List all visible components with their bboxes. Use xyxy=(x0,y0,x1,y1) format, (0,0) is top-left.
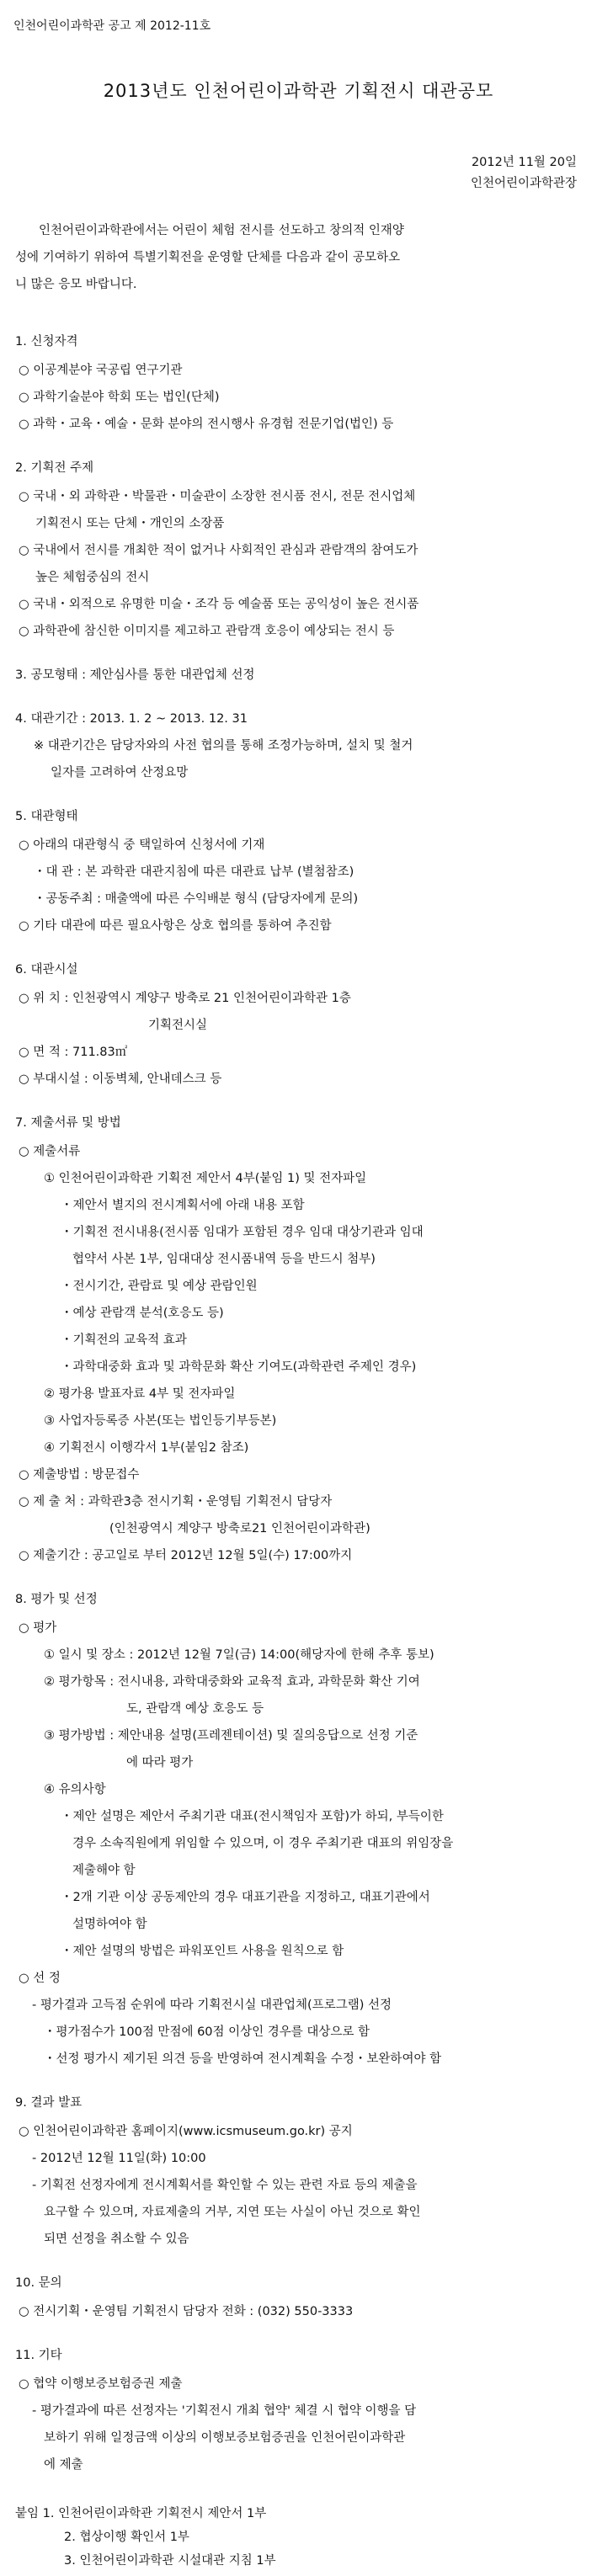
list-item: ○ 국내・외 과학관・박물관・미술관이 소장한 전시품 전시, 전문 전시업체 xyxy=(19,490,416,503)
list-item: 설명하여야 함 xyxy=(72,1918,147,1931)
list-item: ・평가점수가 100점 만점에 60점 이상인 경우를 대상으로 함 xyxy=(44,2025,370,2039)
section-heading: 11. 기타 xyxy=(15,2349,62,2362)
list-item: 일자를 고려하여 산정요망 xyxy=(51,766,189,780)
section-heading: 3. 공모형태 : 제안심사를 통한 대관업체 선정 xyxy=(15,668,255,682)
intro-line: 니 많은 응모 바랍니다. xyxy=(15,278,137,291)
list-item: ・기획전의 교육적 효과 xyxy=(61,1333,187,1347)
list-item: 기획전시실 xyxy=(148,1019,208,1032)
issuer: 인천어린이과학관장 xyxy=(470,177,577,190)
list-item: 높은 체험중심의 전시 xyxy=(35,571,150,584)
list-item: ○ 전시기획・운영팀 기획전시 담당자 전화 : (032) 550-3333 xyxy=(19,2305,354,2318)
section-heading: 4. 대관기간 : 2013. 1. 2 ~ 2013. 12. 31 xyxy=(15,712,248,726)
list-item: ④ 유의사항 xyxy=(44,1783,106,1796)
section-heading: 10. 문의 xyxy=(15,2276,62,2290)
list-item: ③ 사업자등록증 사본(또는 법인등기부등본) xyxy=(44,1414,277,1428)
list-item: (인천광역시 계양구 방축로21 인천어린이과학관) xyxy=(109,1522,370,1535)
list-item: ・2개 기관 이상 공동제안의 경우 대표기관을 지정하고, 대표기관에서 xyxy=(61,1891,430,1904)
section-heading: 9. 결과 발표 xyxy=(15,2096,83,2110)
list-item: 에 따라 평가 xyxy=(126,1756,194,1770)
list-item: ・제안서 별지의 전시계획서에 아래 내용 포함 xyxy=(61,1199,305,1212)
list-item: ※ 대관기간은 담당자와의 사전 협의를 통해 조정가능하며, 설치 및 철거 xyxy=(34,739,413,753)
list-item: - 2012년 12월 11일(화) 10:00 xyxy=(32,2152,206,2165)
list-item: ○ 아래의 대관형식 중 택일하여 신청서에 기재 xyxy=(19,838,265,852)
list-item: ③ 평가방법 : 제안내용 설명(프레젠테이션) 및 질의응답으로 선정 기준 xyxy=(44,1729,418,1743)
attachment-item: 3. 인천어린이과학관 시설대관 지침 1부 xyxy=(64,2554,276,2568)
list-item: ○ 이공계분야 국공립 연구기관 xyxy=(19,364,183,377)
list-item: ④ 기획전시 이행각서 1부(붙임2 참조) xyxy=(44,1441,249,1455)
list-item: ・예상 관람객 분석(호응도 등) xyxy=(61,1307,224,1320)
list-item: 에 제출 xyxy=(44,2458,83,2472)
intro-line: 성에 기여하기 위하여 특별기획전을 운영할 단체를 다음과 같이 공모하오 xyxy=(15,251,401,264)
list-item: ○ 선 정 xyxy=(19,1972,61,1985)
list-item: 보하기 위해 일정금액 이상의 이행보증보험증권을 인천어린이과학관 xyxy=(44,2431,406,2445)
list-item: - 평가결과 고득점 순위에 따라 기획전시실 대관업체(프로그램) 선정 xyxy=(32,1999,392,2012)
section-heading: 8. 평가 및 선정 xyxy=(15,1593,98,1606)
notice-date: 2012년 11월 20일 xyxy=(471,156,577,169)
notice-number: 인천어린이과학관 공고 제 2012-11호 xyxy=(13,19,211,33)
list-item: ○ 과학・교육・예술・문화 분야의 전시행사 유경험 전문기업(법인) 등 xyxy=(19,418,394,431)
attachments: 붙임 1. 인천어린이과학관 기획전시 제안서 1부 xyxy=(15,2507,267,2520)
list-item: ○ 과학관에 참신한 이미지를 제고하고 관람객 호응이 예상되는 전시 등 xyxy=(19,625,395,638)
list-item: ① 일시 및 장소 : 2012년 12월 7일(금) 14:00(해당자에 한해 추후 통보) xyxy=(44,1648,434,1662)
section-heading: 2. 기획전 주제 xyxy=(15,461,94,475)
list-item: ・기획전 전시내용(전시품 임대가 포함된 경우 임대 대상기관과 임대 xyxy=(61,1226,424,1239)
list-item: ○ 기타 대관에 따른 필요사항은 상호 협의를 통하여 추진함 xyxy=(19,919,332,933)
list-item: ① 인천어린이과학관 기획전 제안서 4부(붙임 1) 및 전자파일 xyxy=(44,1172,367,1185)
list-item: ・제안 설명은 제안서 주최기관 대표(전시책임자 포함)가 하되, 부득이한 xyxy=(61,1810,444,1823)
list-item: ○ 제 출 처 : 과학관3층 전시기획・운영팀 기획전시 담당자 xyxy=(19,1495,333,1509)
list-item: - 기획전 선정자에게 전시계획서를 확인할 수 있는 관련 자료 등의 제출을 xyxy=(32,2179,418,2192)
list-item: ○ 면 적 : 711.83㎡ xyxy=(19,1046,128,1059)
section-heading: 6. 대관시설 xyxy=(15,963,78,977)
page-title: 2013년도 인천어린이과학관 기획전시 대관공모 xyxy=(103,81,494,101)
list-item: ○ 제출기간 : 공고일로 부터 2012년 12월 5일(수) 17:00까지 xyxy=(19,1549,353,1562)
list-item: ・전시기간, 관람료 및 예상 관람인원 xyxy=(61,1280,258,1293)
list-item: 도, 관람객 예상 호응도 등 xyxy=(126,1702,264,1716)
list-item: ・공동주최 : 매출액에 따른 수익배분 형식 (담당자에게 문의) xyxy=(34,892,359,906)
list-item: ○ 국내・외적으로 유명한 미술・조각 등 예술품 또는 공익성이 높은 전시품 xyxy=(19,598,419,611)
section-heading: 1. 신청자격 xyxy=(15,335,78,349)
list-item: ・제안 설명의 방법은 파워포인트 사용을 원칙으로 함 xyxy=(61,1945,344,1958)
list-item: ・대 관 : 본 과학관 대관지침에 따른 대관료 납부 (별첨참조) xyxy=(34,865,354,879)
list-item: ② 평가항목 : 전시내용, 과학대중화와 교육적 효과, 과학문화 확산 기여 xyxy=(44,1675,420,1689)
list-item: ○ 제출방법 : 방문접수 xyxy=(19,1468,140,1482)
intro-line: 인천어린이과학관에서는 어린이 체험 전시를 선도하고 창의적 인재양 xyxy=(39,224,404,237)
list-item: ○ 평가 xyxy=(19,1621,57,1635)
list-item: 협약서 사본 1부, 임대대상 전시품내역 등을 반드시 첨부) xyxy=(72,1253,376,1266)
list-item: 경우 소속직원에게 위임할 수 있으며, 이 경우 주최기관 대표의 위임장을 xyxy=(72,1837,454,1850)
intro-paragraph xyxy=(15,217,579,298)
list-item: ② 평가용 발표자료 4부 및 전자파일 xyxy=(44,1387,236,1401)
list-item: ○ 위 치 : 인천광역시 계양구 방축로 21 인천어린이과학관 1층 xyxy=(19,992,351,1005)
list-item: 제출해야 함 xyxy=(72,1864,136,1877)
list-item: ・과학대중화 효과 및 과학문화 확산 기여도(과학관련 주제인 경우) xyxy=(61,1360,417,1374)
section-heading: 7. 제출서류 및 방법 xyxy=(15,1116,121,1130)
list-item: ○ 제출서류 xyxy=(19,1145,81,1158)
list-item: ○ 부대시설 : 이동벽체, 안내데스크 등 xyxy=(19,1072,222,1086)
list-item: ○ 과학기술분야 학회 또는 법인(단체) xyxy=(19,391,220,404)
list-item: ○ 협약 이행보증보험증권 제출 xyxy=(19,2377,183,2391)
list-item: 되면 선정을 취소할 수 있음 xyxy=(44,2233,189,2246)
list-item: ○ 국내에서 전시를 개최한 적이 없거나 사회적인 관심과 관람객의 참여도가 xyxy=(19,544,418,557)
list-item: - 평가결과에 따른 선정자는 '기획전시 개최 협약' 체결 시 협약 이행을 담 xyxy=(32,2404,417,2418)
list-item: ○ 인천어린이과학관 홈페이지(www.icsmuseum.go.kr) 공지 xyxy=(19,2125,353,2138)
section-heading: 5. 대관형태 xyxy=(15,810,78,823)
attachment-item: 2. 협상이행 확인서 1부 xyxy=(64,2531,189,2544)
list-item: 요구할 수 있으며, 자료제출의 거부, 지연 또는 사실이 아닌 것으로 확인 xyxy=(44,2206,421,2219)
list-item: ・선정 평가시 제기된 의견 등을 반영하여 전시계획을 수정・보완하여야 함 xyxy=(44,2052,442,2066)
list-item: 기획전시 또는 단체・개인의 소장품 xyxy=(35,517,225,530)
